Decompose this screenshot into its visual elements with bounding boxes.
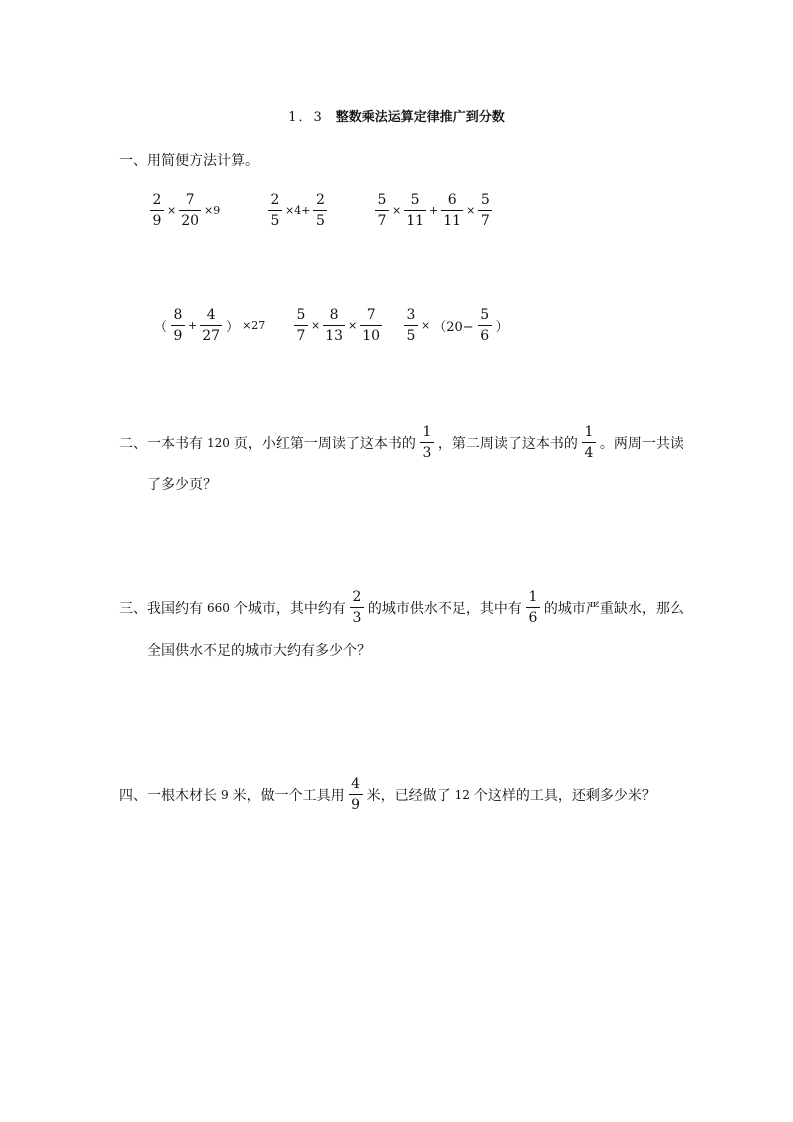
fraction: $\frac{2}{5}$: [313, 193, 327, 228]
fraction: $\frac{1}{6}$: [526, 590, 540, 625]
q4-line-1: 四、一根木材长 9 米，做一个工具用 $\frac{4}{9}$ 米，已经做了 12 个这样的工具，还剩多少米？: [119, 776, 656, 813]
fraction: $\frac{7}{10}$: [362, 307, 381, 344]
q1-heading: 一、用简便方法计算。: [119, 153, 259, 169]
q3-line-1: 三、我国约有 660 个城市，其中约有 $\frac{2}{3}$ 的城市供水不足，其中有 $\frac{1}{6}$ 的城市严重缺水，那么: [119, 589, 684, 626]
section-number: 1．3: [288, 110, 324, 125]
q2-line-1: 二、一本书有 120 页，小红第一周读了这本书的 $\frac{1}{3}$ ，第二周读了这本书的 $\frac{1}{4}$ 。两周一共读: [119, 424, 684, 461]
fraction: $\frac{1}{4}$: [582, 425, 596, 460]
fraction: $\frac{4}{9}$: [349, 777, 363, 812]
fraction: $\frac{5}{7}$: [294, 308, 308, 343]
fraction: $\frac{2}{3}$: [350, 590, 364, 625]
fraction: $\frac{8}{9}$: [171, 308, 185, 343]
q1-expr-1: $\frac{2}{9}$ × $\frac{7}{20}$ ×9: [148, 193, 221, 228]
q1-expr-2: $\frac{2}{5}$ ×4+ $\frac{2}{5}$: [266, 193, 329, 228]
fraction: $\frac{5}{11}$: [406, 192, 425, 229]
page-title: [0, 106, 793, 125]
fraction: $\frac{2}{9}$: [150, 193, 164, 228]
fraction: $\frac{8}{13}$: [325, 307, 344, 344]
q1-expr-3: $\frac{5}{7}$ × $\frac{5}{11}$ + $\frac{6}{11}$ × $\frac{5}{7}$: [373, 193, 494, 228]
q3-line-2: 全国供水不足的城市大约有多少个？: [147, 643, 371, 659]
fraction: $\frac{7}{20}$: [181, 192, 200, 229]
fraction: $\frac{5}{7}$: [375, 193, 389, 228]
section-title: 整数乘法运算定律推广到分数: [335, 110, 505, 125]
fraction: $\frac{5}{7}$: [478, 193, 492, 228]
q1-expr-5: $\frac{5}{7}$ × $\frac{8}{13}$ × $\frac{7}{10}$: [292, 308, 384, 343]
fraction: $\frac{1}{3}$: [420, 425, 434, 460]
fraction: $\frac{5}{6}$: [478, 308, 492, 343]
fraction: $\frac{4}{27}$: [202, 307, 221, 344]
fraction: $\frac{2}{5}$: [268, 193, 282, 228]
q2-line-2: 了多少页？: [147, 477, 217, 493]
q1-expr-4: （ $\frac{8}{9}$ + $\frac{4}{27}$ ） ×27: [154, 307, 266, 344]
fraction: $\frac{6}{11}$: [443, 192, 462, 229]
fraction: $\frac{3}{5}$: [404, 308, 418, 343]
q1-expr-6: $\frac{3}{5}$ × （20− $\frac{5}{6}$ ）: [402, 308, 511, 343]
